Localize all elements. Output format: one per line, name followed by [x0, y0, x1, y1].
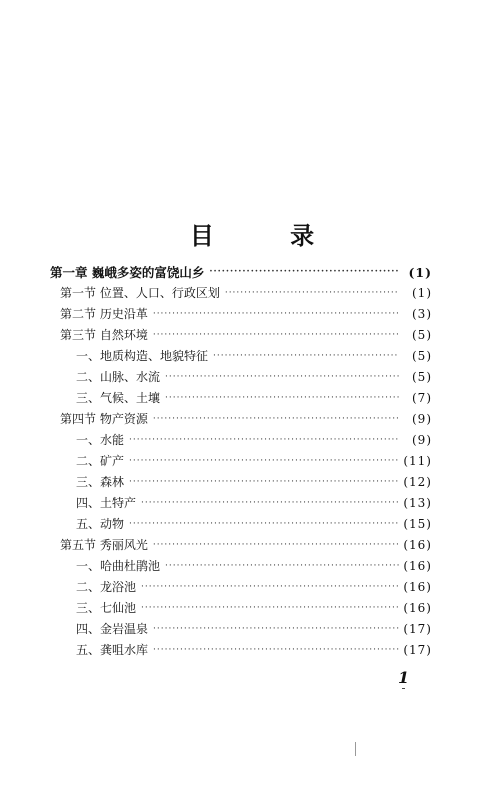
toc-entry-label: 三、气候、土壤: [76, 391, 161, 405]
table-of-contents: [50, 262, 432, 661]
toc-entry-label: 第二节 历史沿革: [60, 307, 148, 321]
toc-entry-item: [50, 640, 432, 661]
toc-entry-section-3: [50, 325, 432, 346]
toc-entry-chapter-1: [50, 262, 432, 283]
toc-entry-page: (1): [412, 286, 432, 300]
toc-entry-page: (1): [408, 265, 432, 280]
toc-entry-item: [50, 619, 432, 640]
dot-leader: [129, 430, 399, 451]
toc-entry-label: 三、森林: [76, 475, 125, 489]
toc-entry-label: 第三节 自然环境: [60, 328, 148, 342]
dot-leader: [129, 472, 399, 493]
toc-entry-label: 第五节 秀丽风光: [60, 538, 148, 552]
toc-entry-page: (17): [403, 622, 432, 636]
toc-entry-page: (9): [412, 433, 432, 447]
toc-entry-label: 一、水能: [76, 433, 125, 447]
dot-leader: [165, 556, 399, 577]
toc-entry-page: (5): [412, 328, 432, 342]
toc-entry-item: [50, 493, 432, 514]
dot-leader: [153, 409, 399, 430]
toc-entry-item: [50, 367, 432, 388]
toc-entry-item: [50, 598, 432, 619]
toc-entry-page: (11): [403, 454, 432, 468]
toc-entry-label: 一、哈曲杜鹃池: [76, 559, 161, 573]
toc-entry-section-1: [50, 283, 432, 304]
toc-entry-section-4: [50, 409, 432, 430]
toc-entry-page: (16): [403, 601, 432, 615]
toc-entry-section-2: [50, 304, 432, 325]
page-title: 目 录: [189, 221, 349, 250]
dot-leader: [153, 619, 399, 640]
toc-entry-item: [50, 577, 432, 598]
toc-entry-label: 第一节 位置、人口、行政区划: [60, 286, 220, 300]
toc-entry-page: (13): [403, 496, 432, 510]
toc-entry-label: 五、龚咀水库: [76, 643, 149, 657]
print-mark: [402, 688, 405, 689]
dot-leader: [153, 535, 399, 556]
toc-entry-item: [50, 451, 432, 472]
dot-leader: [153, 325, 399, 346]
toc-entry-section-5: [50, 535, 432, 556]
dot-leader: [129, 514, 399, 535]
dot-leader: [225, 283, 399, 304]
dot-leader: [141, 598, 399, 619]
toc-entry-page: (3): [412, 307, 432, 321]
toc-entry-label: 五、动物: [76, 517, 125, 531]
toc-entry-label: 二、山脉、水流: [76, 370, 161, 384]
toc-entry-page: (12): [403, 475, 432, 489]
dot-leader: [213, 346, 399, 367]
dot-leader: [141, 493, 399, 514]
toc-entry-item: [50, 556, 432, 577]
toc-entry-label: 二、龙浴池: [76, 580, 137, 594]
scan-artifact: [355, 742, 356, 756]
dot-leader: [165, 367, 399, 388]
toc-entry-item: [50, 430, 432, 451]
toc-entry-item: [50, 472, 432, 493]
toc-entry-page: (16): [403, 538, 432, 552]
toc-entry-page: (5): [412, 349, 432, 363]
dot-leader: [153, 304, 399, 325]
toc-entry-item: [50, 346, 432, 367]
dot-leader: [141, 577, 399, 598]
toc-entry-label: 四、土特产: [76, 496, 137, 510]
dot-leader: [153, 640, 399, 661]
toc-entry-label: 第四节 物产资源: [60, 412, 148, 426]
toc-entry-page: (15): [403, 517, 432, 531]
toc-entry-label: 四、金岩温泉: [76, 622, 149, 636]
toc-entry-page: (16): [403, 559, 432, 573]
toc-entry-page: (5): [412, 370, 432, 384]
dot-leader: [209, 262, 399, 283]
dot-leader: [129, 451, 399, 472]
toc-entry-item: [50, 388, 432, 409]
toc-entry-label: 一、地质构造、地貌特征: [76, 349, 209, 363]
toc-entry-page: (16): [403, 580, 432, 594]
toc-entry-page: (17): [403, 643, 432, 657]
dot-leader: [165, 388, 399, 409]
toc-entry-label: 二、矿产: [76, 454, 125, 468]
toc-entry-label: 三、七仙池: [76, 601, 137, 615]
toc-entry-label: 第一章 巍峨多姿的富饶山乡: [50, 265, 205, 280]
toc-entry-page: (7): [412, 391, 432, 405]
toc-entry-item: [50, 514, 432, 535]
toc-entry-page: (9): [412, 412, 432, 426]
page-number: 1: [398, 668, 410, 687]
